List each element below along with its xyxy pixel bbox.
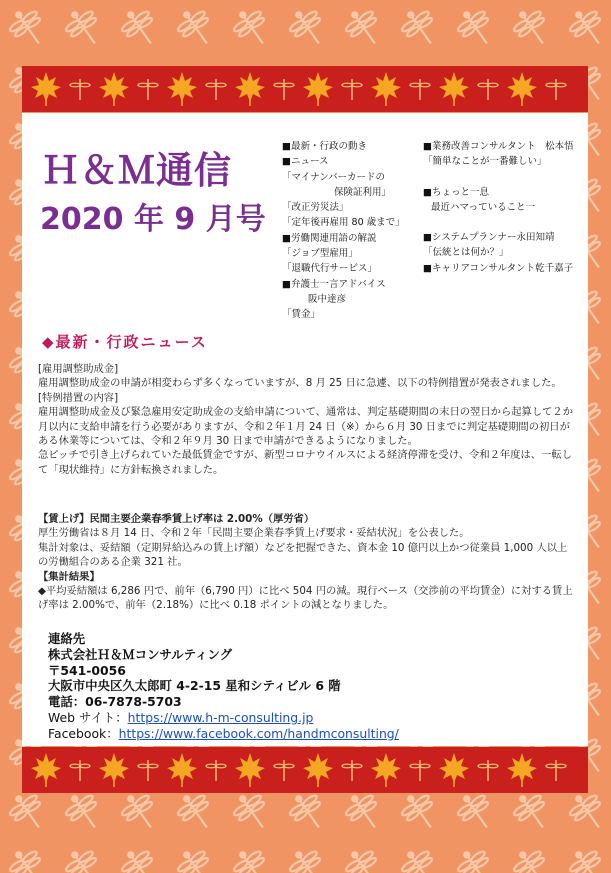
toc-spacer [423, 170, 574, 185]
article-paragraph: 厚生労働省は８月 14 日、令和２年「民間主要企業春季賃上げ要求・妥結状況」を公表した。 [38, 527, 470, 540]
newsletter-title: Ｈ＆Ｍ通信 [42, 149, 232, 192]
company-name: 株式会社Ｈ＆Ｍコンサルティング [48, 646, 232, 662]
toc-item: 「マイナンバーカードの [282, 171, 385, 183]
facebook-link[interactable]: https://www.facebook.com/handmconsulting/ [118, 725, 399, 741]
toc-item: 「定年後再雇用 80 歳まで」 [282, 217, 405, 229]
toc-item: ■ニュース [282, 156, 329, 168]
facebook-label: Facebook： [48, 725, 119, 741]
address: 大阪市中央区久太郎町 4-2-15 星和シティビル 6 階 [48, 678, 341, 694]
toc-item: 「ジョブ型雇用」 [282, 248, 358, 260]
article-paragraph: 雇用調整助成金及び緊急雇用安定助成金の支給申請について、通常は、判定基礎期間の末日の翌日から起算して２か月以内に支給申請を行う必要がありますが、令和２年１月 24 日（※）から６月 30 日までに判定基礎期間の初日がある休業等については、令和２年９月 30 日まで申請ができるようになりました。 [38, 406, 574, 448]
toc-item: 「賃金」 [282, 309, 321, 321]
maple-leaf-band-top [22, 66, 588, 112]
toc-item: ■システムプランナー永田知靖 [423, 232, 555, 244]
article-label: 【集計結果】 [38, 570, 100, 583]
website-link[interactable]: https://www.h-m-consulting.jp [127, 709, 314, 725]
toc-item: 「伝統とは何か？」 [423, 247, 509, 259]
toc-item: 最近ハマっていること一 [431, 201, 536, 213]
maple-leaf-band-bottom [22, 747, 588, 793]
article-wage-increase [38, 512, 576, 613]
toc-item: ■弁護士一言アドバイス [282, 278, 386, 290]
article-label: [雇用調整助成金] [38, 363, 119, 375]
article-label: [特例措置の内容] [38, 391, 119, 404]
toc-item: 「簡単なことが一番難しい」 [423, 156, 547, 168]
contact-heading: 連絡先 [48, 631, 86, 646]
toc-item: 保険証利用」 [334, 186, 392, 198]
article-paragraph: 急ピッチで引き上げられていた最低賃金ですが、新型コロナウイルスによる経済停滞を受け、令和２年度は、一転して「現状維持」に方針転換されました。 [38, 449, 572, 476]
toc-item: 「改正労災法」 [282, 202, 349, 214]
postal-code: 〒541-0056 [48, 662, 126, 678]
toc-item: ■業務改善コンサルタント 松本悟 [423, 141, 574, 152]
article-paragraph: 集計対象は、妥結額（定期昇給込みの賃上げ額）などを把握できた、資本金 10 億円以上かつ従業員 1,000 人以上の労働組合のある企業 321 社。 [38, 541, 568, 569]
toc-item: ■キャリアコンサルタント乾千嘉子 [423, 262, 574, 274]
article-title: 【賃上げ】民間主要企業春季賃上げ率は 2.00%（厚労省） [38, 513, 315, 525]
website-row [48, 710, 399, 726]
toc-spacer [423, 215, 574, 230]
article-paragraph: ◆平均妥結額は 6,286 円で、前年（6,790 円）に比べ 504 円の減。現行ベース（交渉前の平均賃金）に対する賃上げ率は 2.00%で、前年（2.18%）に比べ 0.18 ポイントの減となりました。 [38, 585, 573, 612]
toc-item: 「退職代行サービス」 [282, 263, 378, 275]
article-employment-subsidy [38, 362, 576, 477]
section-heading: ◆最新・行政ニュース [42, 333, 208, 351]
website-label: Web サイト： [48, 709, 128, 725]
table-of-contents-left [282, 139, 405, 323]
toc-item: ■最新・行政の動き [282, 141, 367, 152]
article-paragraph: 雇用調整助成金の申請が相変わらず多くなっていますが、8 月 25 日に急遽、以下の特例措置が発表されました。 [38, 377, 562, 390]
facebook-row [48, 726, 399, 742]
table-of-contents-right [423, 139, 574, 276]
toc-item: ■労働関連用語の解説 [282, 232, 377, 244]
toc-item: 阪中達彦 [308, 293, 347, 305]
toc-item: ■ちょっと一息 [423, 186, 489, 198]
contact-block [48, 631, 399, 742]
phone: 電話：06-7878-5703 [48, 694, 182, 710]
issue-date: 2020 年 9 月号 [40, 202, 266, 237]
